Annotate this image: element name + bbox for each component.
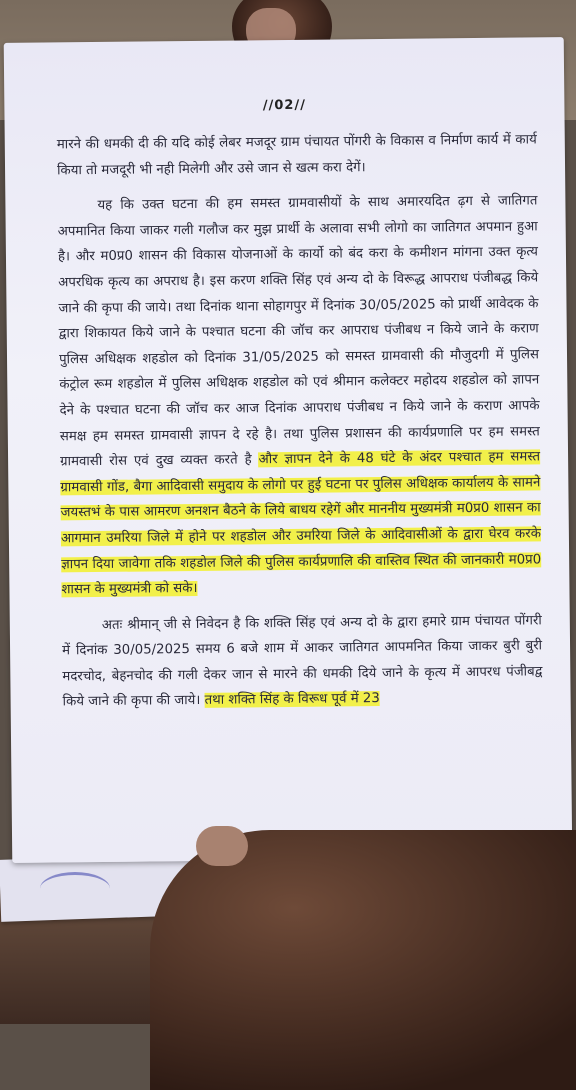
document-body [57,127,543,725]
paragraph-3-text: अतः श्रीमान् जी से निवेदन है कि शक्ति सिंह एवं अन्य दो के द्वारा हमारे ग्राम पंचायत पोंगरी में दिनांक 30/05/2025 समय 6 बजे शाम में आकर जातिगत आपमनित किया जाकर बुरी बुरी मदरचोद, बेहनचोद की गली देकर जान से मारने की धमकी दिये जाने के कृत्य में आपरध पंजीबद्व किये जाने की कृपा की जाये। [62,613,543,710]
paragraph-1 [57,127,538,183]
stamp-mark [40,872,110,905]
paragraph-3-highlight: तथा शक्ति सिंह के विरूध पूर्व में 23 [204,691,380,709]
paragraph-3 [62,608,543,715]
paragraph-2-text: यह कि उक्त घटना की हम समस्त ग्रामवासीयों के साथ अमारयदित ढ़ग से जातिगत अपमानित किया जाकर गली गलौज कर मुझ प्रार्थी के अलावा सभी लोगो का जातिगत अपमान हुआ है। और म0प्र0 शासन की विकास योजनाओं के कार्यो को बंद करा के कमीशन मांगना उक्त कृत्य अपरधिक कृत्य का अपराध है। इस करण शक्ति सिंह एवं अन्य दो के विरूद्ध आपराध पंजीबद्ध किये जाने की कृपा की जाये। तथा दिनांक थाना सोहागपुर में दिनांक 30/05/2025 को प्रार्थी आवेदक के द्वारा शिकायत किये जाने के पश्चात घटना की जॉच कर आपराध पंजीबध न किये जाने के कराण पुलिस अधिक्षक शहडोल को दिनांक 31/05/2025 को समस्त ग्रामवासी की मौजुदगी में पुलिस कंट्रोल रूम शहडोल में पुलिस अधिक्षक शहडोल को एवं श्रीमान कलेक्टर महोदय शहडोल को ज्ञापन देने के पश्चात घटना की जॉच कर आज दिनांक आपराध पंजीबध न किये जाने के कराण आपके समक्ष हम समस्त ग्रामवासी ज्ञापन दे रहे है। तथा पुलिस प्रशासन की कार्यप्रणालि पर हम समस्त ग्रामवासी रोस एवं दुख व्यक्त करते है [57,193,540,470]
paragraph-2 [57,189,541,604]
document-page [4,37,573,863]
thumbnail-bottom [196,826,248,866]
hand-bottom [150,830,576,1090]
paragraph-2-highlight: और ज्ञापन देने के 48 घंटे के अंदर पश्चात हम समस्त ग्रामवासी गोंड, बैगा आदिवासी समुदाय के लोगो पर हुई घटना पर पुलिस अधिक्षक कार्यालय के सामने जयस्तभं के पास आमरण अनशन बैठने के लिये बाधय रहेगें और माननीय मुख्यमंत्री म0प्र0 शासन का आगमान उमरिया जिले में होने पर शहडोल और उमरिया जिले के आदिवासीओं के द्वारा घेरव करके ज्ञापन दिया जावेगा तकि शहडोल जिले की पुलिस कार्यप्रणालि की वास्तिव स्थित की जानकारी म0प्र0 शासन के मुख्यमंत्री को सके। [60,449,542,598]
paragraph-1-text: मारने की धमकी दी की यदि कोई लेबर मजदूर ग्राम पंचायत पोंगरी के विकास व निर्माण कार्य में कार्य किया तो मजदूरी भी नही मिलेगी और उसे जान से खत्म करा देगें। [56,132,537,178]
page-number: //02// [262,97,307,114]
